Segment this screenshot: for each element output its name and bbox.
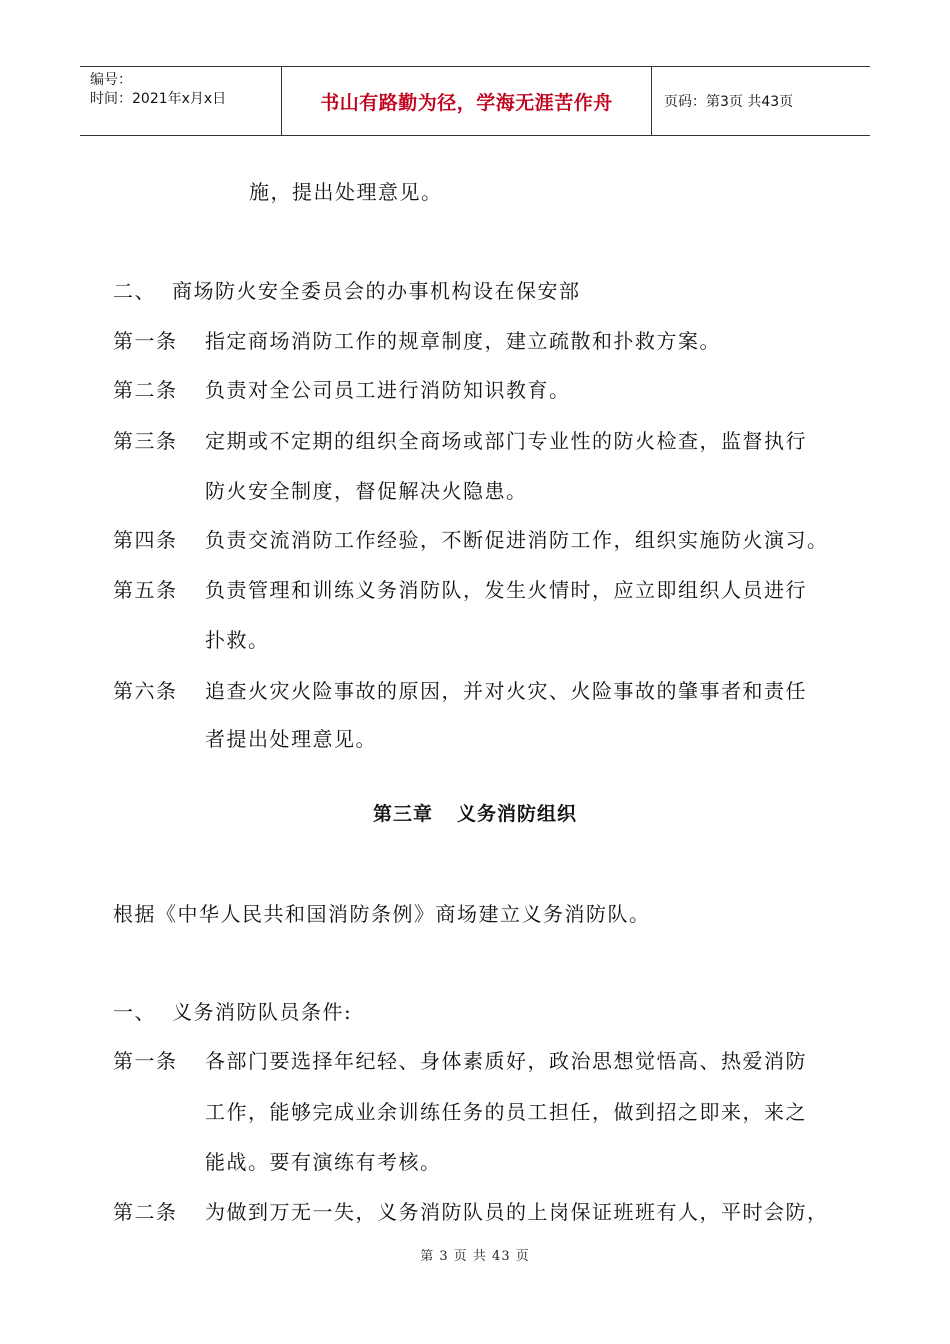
article-a5-line1: 负责管理和训练义务消防队，发生火情时，应立即组织人员进行 — [205, 578, 807, 602]
page-info: 页码：第3页 共43页 — [664, 94, 794, 110]
article-a1-line1: 指定商场消防工作的规章制度，建立疏散和扑救方案。 — [205, 329, 721, 353]
article-a3-label: 第三条 — [113, 429, 178, 453]
section-two-title: 商场防火安全委员会的办事机构设在保安部 — [172, 279, 581, 303]
header-page-cell — [652, 67, 870, 135]
article-a4-label: 第四条 — [113, 528, 178, 552]
article-b2-label: 第二条 — [113, 1200, 178, 1224]
header-meta — [80, 67, 282, 135]
page-header — [80, 66, 870, 136]
article-a6-line1: 追查火灾火险事故的原因，并对火灾、火险事故的肇事者和责任 — [205, 679, 807, 703]
section-one-title: 义务消防队员条件: — [172, 1000, 353, 1024]
article-b2-line1: 为做到万无一失，义务消防队员的上岗保证班班有人，平时会防， — [205, 1200, 829, 1224]
continuation-line: 施，提出处理意见。 — [249, 180, 443, 204]
article-a2-label: 第二条 — [113, 378, 178, 402]
intro-paragraph: 根据《中华人民共和国消防条例》商场建立义务消防队。 — [113, 902, 651, 926]
article-a3-line2: 防火安全制度，督促解决火隐患。 — [205, 479, 528, 503]
number-label: 编号： — [90, 72, 132, 88]
date-label: 时间：2021年x月x日 — [90, 91, 227, 107]
article-a5-label: 第五条 — [113, 578, 178, 602]
section-two-number: 二、 — [113, 279, 156, 303]
article-a4-line1: 负责交流消防工作经验，不断促进消防工作，组织实施防火演习。 — [205, 528, 829, 552]
article-a3-line1: 定期或不定期的组织全商场或部门专业性的防火检查，监督执行 — [205, 429, 807, 453]
article-a1-label: 第一条 — [113, 329, 178, 353]
article-b1-label: 第一条 — [113, 1049, 178, 1073]
motto-text: 书山有路勤为径，学海无涯苦作舟 — [320, 91, 613, 114]
article-b1-line2: 工作，能够完成业余训练任务的员工担任，做到招之即来，来之 — [205, 1100, 807, 1124]
article-a6-line2: 者提出处理意见。 — [205, 727, 377, 751]
chapter-number: 第三章 — [372, 803, 433, 825]
article-b1-line3: 能战。要有演练有考核。 — [205, 1150, 442, 1174]
article-a6-label: 第六条 — [113, 679, 178, 703]
header-motto-cell — [282, 67, 652, 135]
chapter-heading — [0, 800, 950, 828]
article-a5-line2: 扑救。 — [205, 628, 270, 652]
chapter-title: 义务消防组织 — [457, 803, 578, 825]
page-footer: 第 3 页 共 43 页 — [420, 1249, 530, 1264]
article-b1-line1: 各部门要选择年纪轻、身体素质好，政治思想觉悟高、热爱消防 — [205, 1049, 807, 1073]
article-a2-line1: 负责对全公司员工进行消防知识教育。 — [205, 378, 571, 402]
section-one-number: 一、 — [113, 1000, 156, 1024]
